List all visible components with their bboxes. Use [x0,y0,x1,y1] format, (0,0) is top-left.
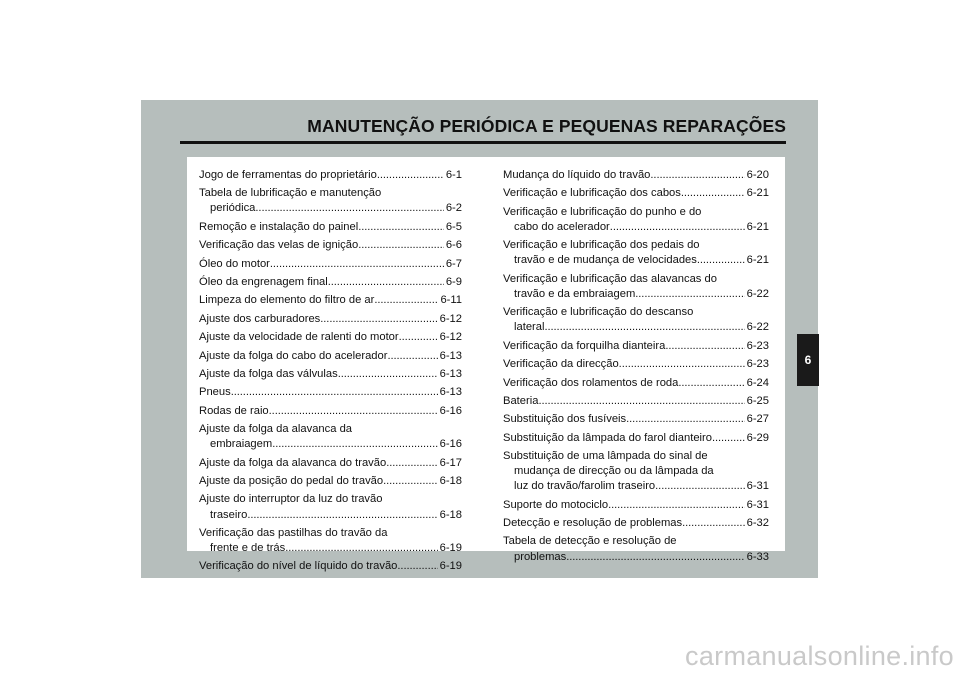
toc-entry[interactable] [199,275,462,290]
toc-entry-text: periódica [210,202,256,215]
title-underline [180,141,786,144]
toc-entry-text: Detecção e resolução de problemas [503,517,683,530]
toc-entry[interactable] [503,238,769,268]
toc-entry-text: mudança de direcção ou da lâmpada da [514,465,714,478]
toc-entry[interactable] [199,474,462,489]
toc-entry-text: lateral [514,321,545,334]
toc-entry-text: Ajuste da folga da alavanca do travão [199,456,387,469]
toc-page-number: 6-19 [439,560,462,573]
toc-page-number: 6-25 [746,394,769,407]
toc-entry-text: Ajuste dos carburadores [199,312,321,325]
toc-page-number: 6-16 [439,438,462,451]
toc-entry-text: Óleo da engrenagem final [199,276,328,289]
dot-leader [377,168,444,183]
dot-leader [650,168,744,183]
toc-entry-text: Rodas de raio [199,404,269,417]
toc-entry-text: Verificação e lubrificação das alavancas do [503,272,717,285]
toc-page-number: 6-20 [746,169,769,181]
toc-entry-text: Verificação e lubrificação do punho e do [503,205,702,218]
toc-entry[interactable] [199,293,462,308]
toc-entry-text: Suporte do motociclo [503,498,609,511]
toc-page-number: 6-5 [445,220,462,233]
toc-page-number: 6-13 [439,368,462,380]
toc-page-number: 6-32 [746,517,769,530]
toc-entry-text: Verificação dos rolamentos de roda [503,376,679,389]
toc-entry-text: Verificação da forquilha dianteira [503,339,666,352]
toc-entry-text: frente e de trás [210,542,286,555]
toc-entry-text: problemas [514,550,567,563]
toc-page-number: 6-1 [445,169,462,181]
toc-entry[interactable] [199,367,462,382]
toc-entry[interactable] [199,257,462,272]
toc-entry-text: luz do travão/farolim traseiro [514,480,656,493]
toc-entry-text: Pneus [199,386,231,399]
toc-entry[interactable] [199,526,462,556]
toc-entry-text: travão e de mudança de velocidades [514,254,697,267]
toc-right-column [503,168,769,568]
toc-entry[interactable] [199,330,462,345]
toc-entry-text: Bateria [503,394,539,407]
toc-entry[interactable] [199,349,462,364]
toc-entry[interactable] [199,168,462,183]
dot-leader [619,357,745,372]
toc-page-number: 6-31 [746,498,769,511]
dot-leader [328,275,444,290]
toc-entry[interactable] [199,220,462,235]
toc-entry-text: Óleo do motor [199,257,270,270]
toc-entry[interactable] [503,516,769,531]
toc-page-number: 6-7 [445,257,462,270]
toc-entry[interactable] [199,186,462,216]
toc-page-number: 6-27 [746,413,769,426]
toc-page-number: 6-24 [746,376,769,389]
dot-leader [655,479,744,494]
toc-page-number: 6-22 [746,321,769,334]
toc-entry[interactable] [503,305,769,335]
toc-page-number: 6-33 [746,550,769,563]
toc-panel [187,157,785,573]
toc-entry[interactable] [199,559,462,574]
dot-leader [544,320,744,335]
dot-leader [538,394,744,409]
toc-entry[interactable] [503,357,769,372]
dot-leader [320,312,437,327]
dot-leader [272,437,437,452]
dot-leader [608,498,744,513]
toc-page-number: 6-11 [440,294,462,307]
toc-entry-text: Verificação e lubrificação do descanso [503,306,694,319]
toc-page-number: 6-23 [746,339,769,352]
dot-leader [338,367,438,382]
toc-entry-text: Limpeza do elemento do filtro de ar [199,294,375,307]
toc-page-number: 6-18 [439,475,462,488]
toc-entry-text: Verificação da direcção [503,358,619,371]
toc-entry[interactable] [199,312,462,327]
dot-leader [712,431,745,446]
toc-entry-text: Substituição da lâmpada do farol dianteiro [503,431,712,444]
dot-leader [269,404,438,419]
toc-page-number: 6-22 [746,287,769,300]
toc-entry[interactable] [503,498,769,513]
dot-leader [610,220,745,235]
toc-entry[interactable] [503,272,769,302]
toc-entry-text: Ajuste da folga do cabo do acelerador [199,349,388,362]
toc-entry[interactable] [503,394,769,409]
toc-page-number: 6-16 [439,404,462,417]
watermark: carmanualsonline.info [685,641,954,671]
toc-page-number: 6-13 [439,386,462,399]
toc-page-number: 6-2 [445,202,462,215]
dot-leader [399,330,438,345]
toc-entry[interactable] [199,422,462,452]
dot-leader [231,385,438,400]
toc-page-number: 6-19 [439,542,462,555]
toc-entry-text: Ajuste da folga da alavanca da [199,423,353,436]
toc-entry[interactable] [503,449,769,494]
toc-page-number: 6-21 [746,187,769,200]
toc-page-number: 6-21 [746,254,769,267]
toc-entry[interactable] [503,431,769,446]
toc-entry-text: embraiagem [210,438,273,451]
toc-entry-text: Ajuste da velocidade de ralenti do motor [199,331,399,344]
toc-entry-text: Ajuste do interruptor da luz do travão [199,493,383,506]
chapter-tab[interactable]: 6 [797,334,819,386]
toc-page-number: 6-29 [746,431,769,444]
toc-entry-text: Jogo de ferramentas do proprietário [199,169,377,181]
dot-leader [681,186,745,201]
toc-entry[interactable] [503,168,769,183]
toc-page-number: 6-17 [439,456,462,469]
dot-leader [374,293,438,308]
toc-entry[interactable] [503,412,769,427]
toc-entry[interactable] [503,339,769,354]
dot-leader [665,339,744,354]
toc-entry-text: traseiro [210,508,248,521]
toc-entry-text: Mudança do líquido do travão [503,169,651,181]
dot-leader [383,474,437,489]
toc-entry-text: Tabela de detecção e resolução de [503,535,677,548]
toc-entry[interactable] [503,205,769,235]
toc-entry-text: Ajuste da posição do pedal do travão [199,475,384,488]
toc-entry[interactable] [199,492,462,522]
toc-entry-text: Verificação e lubrificação dos cabos [503,187,681,200]
dot-leader [386,456,437,471]
toc-entry[interactable] [199,456,462,471]
toc-entry-text: Substituição de uma lâmpada do sinal de [503,450,708,463]
dot-leader [285,541,437,556]
toc-entry-text: Verificação e lubrificação dos pedais do [503,239,700,252]
dot-leader [358,220,444,235]
dot-leader [635,287,744,302]
toc-entry-text: Tabela de lubrificação e manutenção [199,187,382,200]
toc-entry[interactable] [503,376,769,391]
toc-entry[interactable] [199,238,462,253]
toc-page-number: 6-9 [445,276,462,289]
dot-leader [566,550,744,565]
dot-leader [270,257,444,272]
toc-entry[interactable] [503,186,769,201]
dot-leader [697,253,745,268]
toc-entry-text: Substituição dos fusíveis [503,413,627,426]
toc-entry-text: travão e da embraiagem [514,287,636,300]
dot-leader [682,516,744,531]
dot-leader [397,559,437,574]
toc-page-number: 6-18 [439,508,462,521]
toc-page-number: 6-23 [746,358,769,371]
dot-leader [678,376,744,391]
dot-leader [358,238,444,253]
toc-page-number: 6-12 [439,312,462,325]
toc-page-number: 6-21 [746,220,769,233]
toc-page-number: 6-12 [439,331,462,344]
toc-entry-text: Verificação do nível de líquido do travão [199,560,398,573]
toc-left-column [199,168,462,578]
toc-entry[interactable] [503,534,769,564]
toc-entry-text: Ajuste da folga das válvulas [199,368,338,380]
dot-leader [247,508,437,523]
toc-entry[interactable] [199,404,462,419]
toc-entry-text: Remoção e instalação do painel [199,220,359,233]
toc-page-number: 6-13 [439,349,462,362]
toc-page-number: 6-6 [445,239,462,252]
toc-entry-text: cabo do acelerador [514,220,610,233]
toc-page-number: 6-31 [746,480,769,493]
toc-entry-text: Verificação das pastilhas do travão da [199,526,388,539]
dot-leader [626,412,744,427]
toc-entry[interactable] [199,385,462,400]
dot-leader [255,201,443,216]
page-title: MANUTENÇÃO PERIÓDICA E PEQUENAS REPARAÇÕES [307,116,786,136]
dot-leader [387,349,437,364]
toc-entry-text: Verificação das velas de ignição [199,239,359,252]
